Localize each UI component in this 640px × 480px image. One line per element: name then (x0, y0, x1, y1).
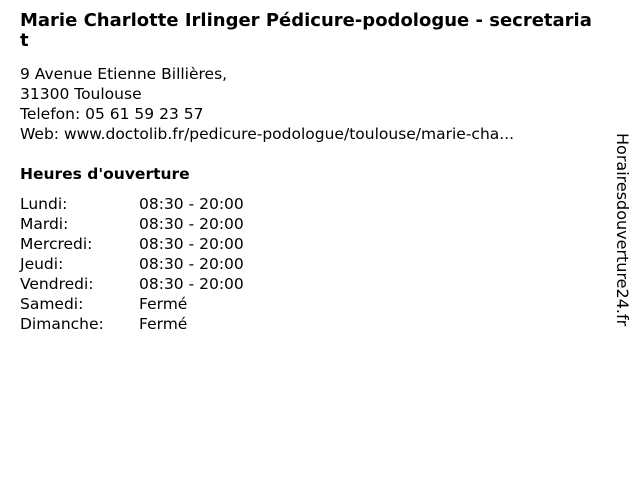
website-link: Web: www.doctolib.fr/pedicure-podologue/toulouse/marie-cha... (20, 125, 515, 143)
time-value: 08:30 - 20:00 (139, 275, 244, 293)
hours-row-tuesday (20, 214, 244, 234)
hours-row-saturday (20, 294, 244, 314)
day-label: Samedi: (20, 295, 84, 313)
hours-row-wednesday (20, 234, 244, 254)
hours-row-sunday (20, 314, 244, 334)
city-address: 31300 Toulouse (20, 85, 142, 103)
brand-watermark: Horairesdouverture24.fr (613, 133, 632, 327)
day-label: Lundi: (20, 195, 68, 213)
hours-heading: Heures d'ouverture (20, 165, 190, 183)
day-label: Dimanche: (20, 315, 104, 333)
day-label: Mardi: (20, 215, 69, 233)
day-label: Vendredi: (20, 275, 94, 293)
time-value: Fermé (139, 315, 188, 333)
time-value: 08:30 - 20:00 (139, 235, 244, 253)
business-title: Marie Charlotte Irlinger Pédicure-podologue - secretariat (20, 10, 592, 51)
time-value: Fermé (139, 295, 188, 313)
time-value: 08:30 - 20:00 (139, 215, 244, 233)
phone-number: Telefon: 05 61 59 23 57 (20, 105, 204, 123)
opening-hours-table (20, 194, 244, 334)
time-value: 08:30 - 20:00 (139, 255, 244, 273)
street-address: 9 Avenue Etienne Billières, (20, 65, 228, 83)
day-label: Mercredi: (20, 235, 93, 253)
hours-row-monday (20, 194, 244, 214)
day-label: Jeudi: (20, 255, 64, 273)
address-block (20, 64, 514, 144)
hours-row-thursday (20, 254, 244, 274)
hours-row-friday (20, 274, 244, 294)
time-value: 08:30 - 20:00 (139, 195, 244, 213)
